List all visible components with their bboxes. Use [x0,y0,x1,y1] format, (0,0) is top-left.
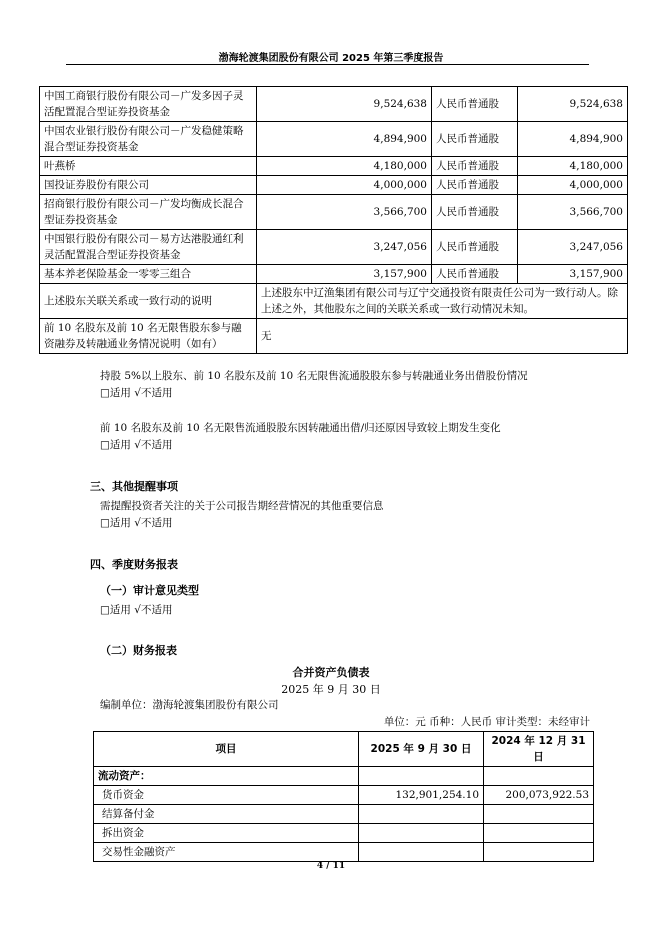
table-row [94,843,594,862]
audit-opinion-options: □适用 √不适用 [100,604,173,616]
table-row [40,265,628,284]
share-amount: 4,894,900 [518,122,628,157]
table-row [40,195,628,230]
current-value [359,824,484,843]
empty-cell [484,767,594,786]
line-item: 拆出资金 [94,824,359,843]
balance-sheet-table [93,731,594,862]
table-row [94,824,594,843]
line-item: 交易性金融资产 [94,843,359,862]
current-value [359,805,484,824]
audit-opinion-heading: （一）审计意见类型 [100,584,199,597]
holder-shares: 9,524,638 [257,87,432,122]
section-3-options: □适用 √不适用 [100,517,173,529]
share-amount: 4,000,000 [518,176,628,195]
units-line: 单位：元 币种：人民币 审计类型：未经审计 [383,716,590,728]
table-row [94,805,594,824]
header-divider [66,64,589,65]
top-holders-table [39,86,628,354]
share-type: 人民币普通股 [432,122,518,157]
share-type: 人民币普通股 [432,157,518,176]
section-4-heading: 四、季度财务报表 [90,558,178,571]
share-type: 人民币普通股 [432,87,518,122]
line-item: 结算备付金 [94,805,359,824]
table-row [40,284,628,319]
margin-label: 前 10 名股东及前 10 名无限售股东参与融资融券及转融通业务情况说明（如有） [40,319,257,354]
holder-name: 招商银行股份有限公司－广发均衡成长混合型证券投资基金 [40,195,257,230]
table-row [40,157,628,176]
table-row [40,230,628,265]
share-type: 人民币普通股 [432,176,518,195]
column-header: 2025 年 9 月 30 日 [359,732,484,767]
financial-statements-heading: （二）财务报表 [100,644,177,657]
share-amount: 3,247,056 [518,230,628,265]
previous-value [484,843,594,862]
holder-shares: 4,180,000 [257,157,432,176]
current-value: 132,901,254.10 [359,786,484,805]
compiler-line: 编制单位：渤海轮渡集团股份有限公司 [100,699,279,711]
holder-shares: 3,566,700 [257,195,432,230]
holder-name: 基本养老保险基金一零零三组合 [40,265,257,284]
empty-cell [359,767,484,786]
share-amount: 4,180,000 [518,157,628,176]
holder-name: 中国工商银行股份有限公司－广发多因子灵活配置混合型证券投资基金 [40,87,257,122]
table-row [94,767,594,786]
table-row [40,319,628,354]
page-number: 4 / 11 [316,861,346,871]
table-row [40,176,628,195]
holder-name: 叶燕桥 [40,157,257,176]
table-row [40,87,628,122]
share-type: 人民币普通股 [432,265,518,284]
column-header: 项目 [94,732,359,767]
holder-name: 中国农业银行股份有限公司－广发稳健策略混合型证券投资基金 [40,122,257,157]
report-header: 渤海轮渡集团股份有限公司 2025 年第三季度报告 [218,53,444,64]
previous-value [484,824,594,843]
holder-shares: 3,247,056 [257,230,432,265]
holder-name: 中国银行股份有限公司－易方达港股通红利灵活配置混合型证券投资基金 [40,230,257,265]
balance-sheet-title: 合并资产负债表 [292,666,370,679]
holder-shares: 4,894,900 [257,122,432,157]
share-type: 人民币普通股 [432,230,518,265]
table-row [40,122,628,157]
previous-value: 200,073,922.53 [484,786,594,805]
current-value [359,843,484,862]
holder-shares: 4,000,000 [257,176,432,195]
change-title: 前 10 名股东及前 10 名无限售流通股股东因转融通出借/归还原因导致较上期发生变化 [100,422,501,434]
change-options: □适用 √不适用 [100,439,173,451]
section-3-heading: 三、其他提醒事项 [90,480,178,493]
share-amount: 9,524,638 [518,87,628,122]
share-type: 人民币普通股 [432,195,518,230]
related-text: 上述股东中辽渔集团有限公司与辽宁交通投资有限责任公司为一致行动人。除上述之外，其他股东之间的关联关系或一致行动情况未知。 [257,284,628,319]
section-label: 流动资产： [94,767,359,786]
related-label: 上述股东关联关系或一致行动的说明 [40,284,257,319]
previous-value [484,805,594,824]
table-header-row [94,732,594,767]
line-item: 货币资金 [94,786,359,805]
section-3-text: 需提醒投资者关注的关于公司报告期经营情况的其他重要信息 [100,500,384,512]
column-header: 2024 年 12 月 31 日 [484,732,594,767]
share-amount: 3,157,900 [518,265,628,284]
lending-options: □适用 √不适用 [100,387,173,399]
holder-shares: 3,157,900 [257,265,432,284]
balance-sheet-date: 2025 年 9 月 30 日 [281,683,381,696]
lending-title: 持股 5%以上股东、前 10 名股东及前 10 名无限售流通股股东参与转融通业务出借股份情况 [100,370,528,382]
holder-name: 国投证券股份有限公司 [40,176,257,195]
share-amount: 3,566,700 [518,195,628,230]
table-row [94,786,594,805]
margin-text: 无 [257,319,628,354]
